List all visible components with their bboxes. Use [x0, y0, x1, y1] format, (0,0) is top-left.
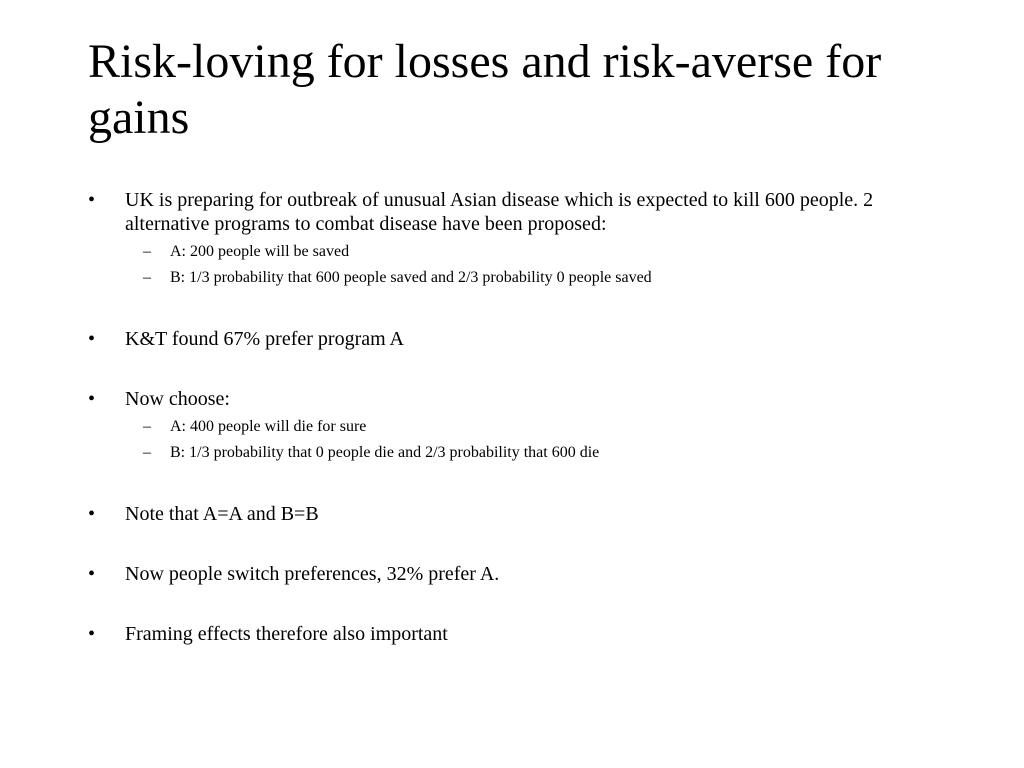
slide-title: Risk-loving for losses and risk-averse for gains [88, 35, 882, 144]
sub-marker: – [143, 243, 151, 260]
bullet-list [88, 188, 908, 682]
bullet-item [88, 188, 908, 291]
bullet-text: Now choose: [125, 388, 230, 410]
bullet-text: UK is preparing for outbreak of unusual Asian disease which is expected to kill 600 people. 2 alternative programs to combat disease have been proposed: [125, 189, 874, 235]
sub-item [88, 414, 908, 440]
bullet-marker: • [88, 328, 96, 350]
bullet-text: Framing effects therefore also important [125, 623, 448, 645]
bullet-marker: • [88, 189, 96, 211]
bullet-text: Now people switch preferences, 32% prefer A. [125, 563, 500, 585]
bullet-text: Note that A=A and B=B [125, 503, 319, 525]
sub-item [88, 265, 908, 291]
sub-text: B: 1/3 probability that 0 people die and 2/3 probability that 600 die [170, 444, 600, 461]
sub-list [125, 239, 908, 291]
bullet-item [88, 387, 908, 466]
sub-item [88, 239, 908, 265]
sub-item [88, 440, 908, 466]
sub-text: B: 1/3 probability that 600 people saved and 2/3 probability 0 people saved [170, 269, 652, 286]
bullet-item [88, 622, 908, 646]
sub-marker: – [143, 444, 151, 461]
sub-marker: – [143, 269, 151, 286]
bullet-item [88, 562, 908, 586]
sub-list [125, 414, 908, 466]
bullet-item [88, 502, 908, 526]
bullet-item [88, 327, 908, 351]
bullet-marker: • [88, 388, 96, 410]
bullet-marker: • [88, 503, 96, 525]
bullet-text: K&T found 67% prefer program A [125, 328, 405, 350]
sub-text: A: 200 people will be saved [170, 243, 350, 260]
sub-marker: – [143, 418, 151, 435]
sub-text: A: 400 people will die for sure [170, 418, 367, 435]
bullet-marker: • [88, 623, 96, 645]
bullet-marker: • [88, 563, 96, 585]
